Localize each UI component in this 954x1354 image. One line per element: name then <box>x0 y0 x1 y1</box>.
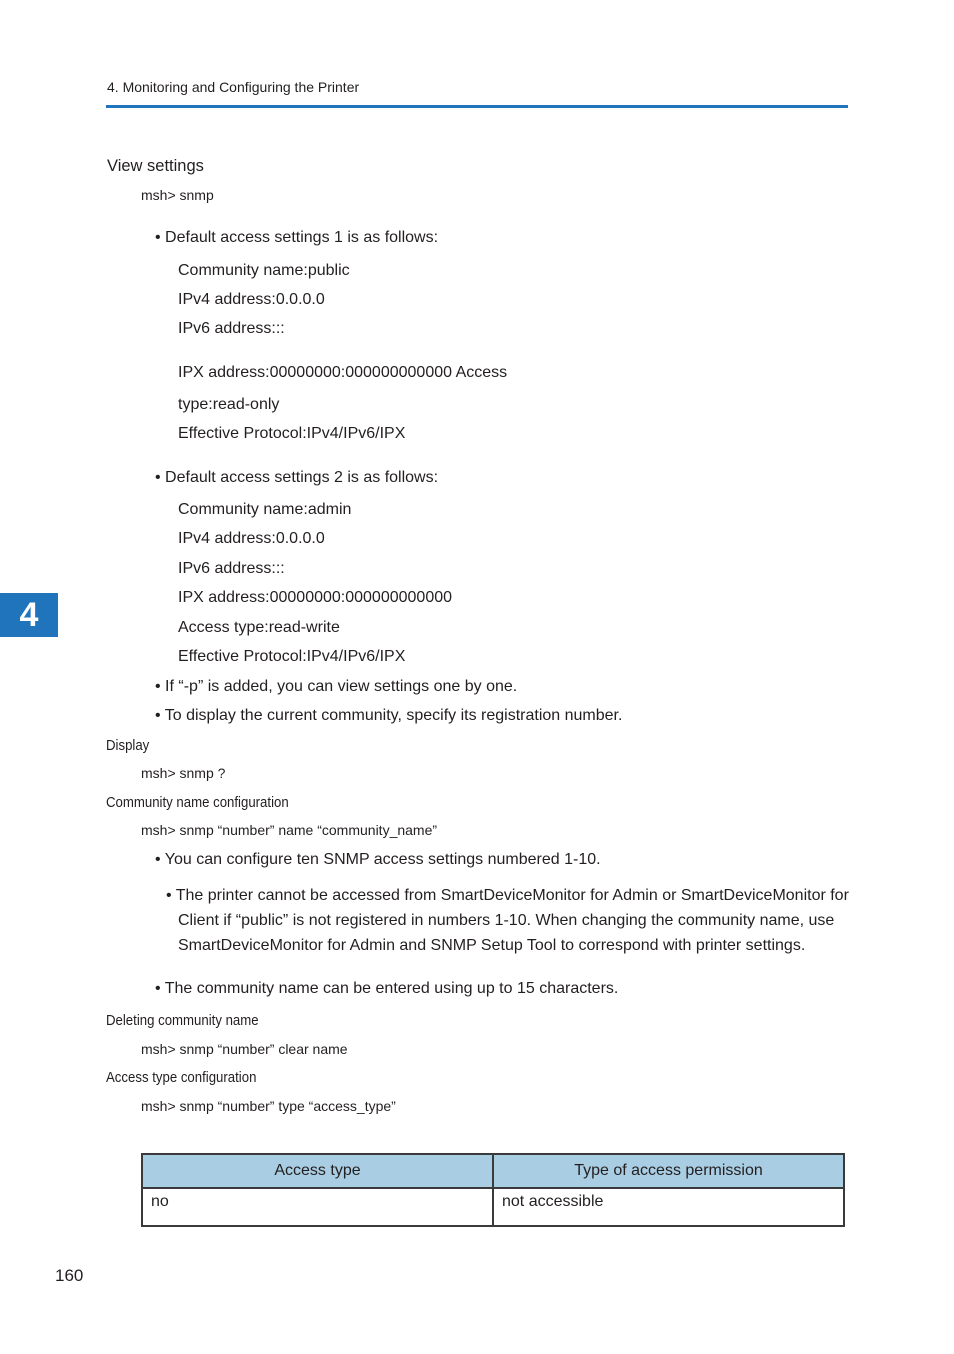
page-number: 160 <box>55 1266 84 1285</box>
default-settings-1-bullet: • Default access settings 1 is as follows: <box>155 229 439 246</box>
display-command: msh> snmp ? <box>141 765 226 781</box>
set1-line: type:read-only <box>178 396 280 413</box>
table-header-row <box>142 1154 844 1188</box>
set1-line: IPX address:00000000:000000000000 Access <box>178 364 508 381</box>
note-p-bullet: • If “-p” is added, you can view settings one by one. <box>155 678 518 695</box>
access-type-heading: Access type configuration <box>106 1069 257 1086</box>
table-cell: no <box>142 1188 493 1226</box>
default-settings-2-bullet: • Default access settings 2 is as follows: <box>155 469 439 486</box>
set1-line: Community name:public <box>178 262 350 279</box>
chapter-tab: 4 <box>0 593 58 637</box>
display-heading: Display <box>106 737 150 754</box>
community-config-command: msh> snmp “number” name “community_name” <box>141 822 438 838</box>
set1-line: Effective Protocol:IPv4/IPv6/IPX <box>178 425 406 442</box>
public-note-paragraph <box>155 883 875 958</box>
table-row <box>142 1188 844 1226</box>
table-header-cell: Type of access permission <box>493 1154 844 1188</box>
set2-line: IPX address:00000000:000000000000 <box>178 589 453 606</box>
ten-settings-bullet: • You can configure ten SNMP access settings numbered 1-10. <box>155 851 601 868</box>
set2-line: Effective Protocol:IPv4/IPv6/IPX <box>178 648 406 665</box>
delete-community-heading: Deleting community name <box>106 1012 259 1029</box>
table-cell: not accessible <box>493 1188 844 1226</box>
public-note-text: • The printer cannot be accessed from SmartDeviceMonitor for Admin or SmartDeviceMonitor for Client if “public” is not registered in numbers 1-10. When changing the community name, use SmartDeviceMonitor for Admin and SNMP Setup Tool to correspond with printer settings. <box>166 887 849 954</box>
view-settings-command: msh> snmp <box>141 187 214 203</box>
view-settings-heading: View settings <box>107 157 204 175</box>
chapter-header: 4. Monitoring and Configuring the Printer <box>107 79 360 95</box>
set2-line: IPv4 address:0.0.0.0 <box>178 530 325 547</box>
table-header-cell: Access type <box>142 1154 493 1188</box>
access-type-table <box>141 1153 845 1227</box>
set2-line: Access type:read-write <box>178 619 340 636</box>
note-registration-bullet: • To display the current community, specify its registration number. <box>155 707 623 724</box>
access-type-command: msh> snmp “number” type “access_type” <box>141 1098 396 1114</box>
header-rule <box>106 105 848 108</box>
chars-limit-bullet: • The community name can be entered using up to 15 characters. <box>155 980 619 997</box>
set2-line: Community name:admin <box>178 501 352 518</box>
community-config-heading: Community name configuration <box>106 794 289 811</box>
set1-line: IPv4 address:0.0.0.0 <box>178 291 325 308</box>
set1-line: IPv6 address::: <box>178 320 285 337</box>
set2-line: IPv6 address::: <box>178 560 285 577</box>
delete-community-command: msh> snmp “number” clear name <box>141 1041 348 1057</box>
